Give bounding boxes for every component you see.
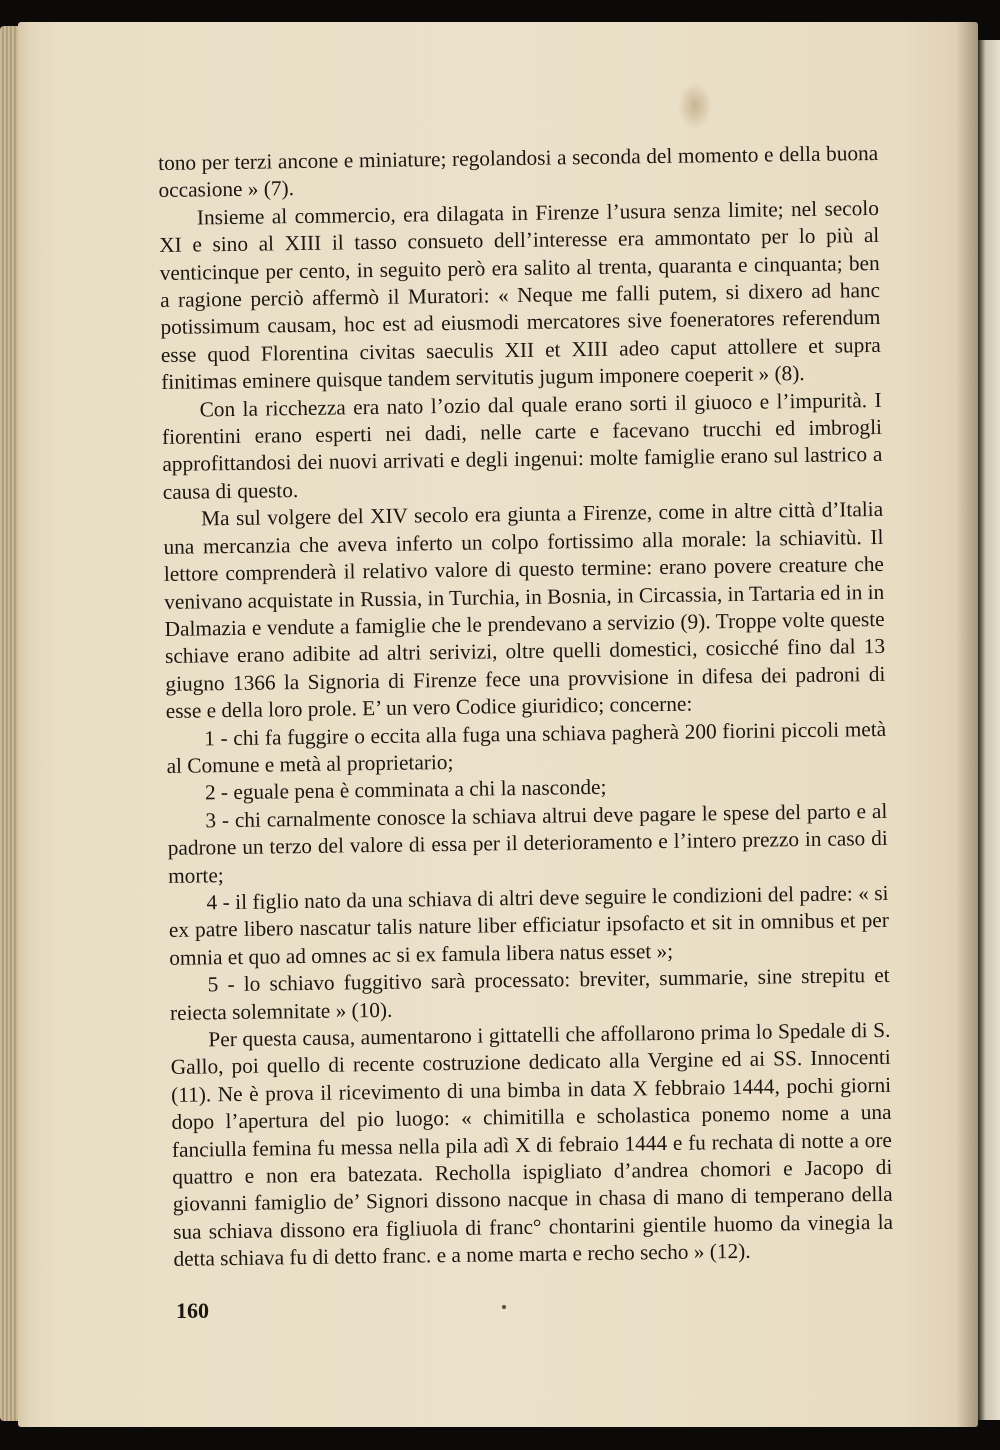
- facing-page-edge: [978, 40, 1000, 1420]
- list-item-2: 2 - eguale pena è comminata a chi la nasconde;: [204, 775, 607, 805]
- list-item-1: 1 - chi fa fuggire o eccita alla fuga una schiava pagherà 200 fiorini piccoli metà al Comune e metà al proprietario;: [166, 716, 887, 778]
- gutter-shadow: [956, 22, 978, 1427]
- body-text: [158, 140, 894, 1274]
- paragraph-gambling: Con la ricchezza era nato l’ozio dal quale erano sorti il giuoco e l’impurità. I fiorentini erano esperti nei dadi, nelle carte e facevano trucchi ed imbrogli approfittandosi dei nuovi arrivati e degli ingenui: molte famiglie erano sul lastrico a causa di questo.: [161, 387, 883, 504]
- page-number: 160: [176, 1298, 209, 1323]
- list-item-3: 3 - chi carnalmente conosce la schiava altrui deve pagare le spese del parto e al padrone un terzo del valore di essa per il deterioramento e l’intero prezzo in caso di morte;: [167, 798, 888, 888]
- paragraph-slavery: Ma sul volgere del XIV secolo era giunta a Firenze, come in altre città d’Italia una mercanzia che aveva inferto un colpo fortissimo alla morale: la schiavitù. Il lettore comprenderà il relativo valore di questo termine: erano povere creature che venivano acquistate in Russia, in Turchia, in Bosnia, in Circassia, in Tartaria ed in in Dalmazia e vendute a famiglie che le prendevano a servizio (9). Troppe volte queste schiave erano adibite ad altri serivizi, oltre quelli domestici, cosicché fino dal 13 giugno 1366 la Signoria di Firenze fece una provvisione in difesa dei padroni di esse e della loro prole. E’ un vero Codice giuridico; concerne:: [163, 497, 886, 724]
- paragraph-foundlings: Per questa causa, aumentarono i gittatelli che affollarono prima lo Spedale di S. Gallo, poi quello di recente costruzione dedicato alla Vergine ed ai SS. Innocenti (11). Ne è prova il ricevimento di una bimba in data X febbraio 1444, pochi giorni dopo l’apertura del pio luogo: « chimitilla e scholastica ponemo nome a una fanciulla femina fu messa nella pila adì X di febraio 1444 e fu rechata di notte a ore quattro e non era batezata. Rechollа ispigliato d’andrea chomori e Jacopo di giovanni famiglio de’ Signori dissono nacque in chasa di mano di temperano della sua schiava dissono era figliuola di franc° chontarini gientile huomo da vinegia la detta schiava fu di detto franc. e a nome marta e recho secho » (12).: [170, 1017, 894, 1272]
- paper-stain: [678, 82, 712, 130]
- ink-dot: [502, 1305, 506, 1309]
- paragraph-usury: Insieme al commercio, era dilagata in Firenze l’usura senza limite; nel secolo XI e sino al XIII il tasso consueto dell’interesse era ammontato per lo più al venticinque per cento, in seguito però era salito al trenta, quaranta e cinquanta; ben a ragione perciò affermò il Muratori: « Neque me falli putem, si dixero ad hanc potissimum causam, hoc est ad eiusmodi mercatores sive foeneratores referendum esse quod Florentina civitas saeculis XII et XIII adeo caput attollere et supra finitimas eminere quisque tandem servitutis jugum imponere coeperit » (8).: [159, 195, 881, 395]
- list-item-5: 5 - lo schiavo fuggitivo sarà processato: breviter, summarie, sine strepitu et reiecta solemnitate » (10).: [169, 963, 890, 1025]
- list-item-4: 4 - il figlio nato da una schiava di altri deve seguire le condizioni del padre: « si ex patre libero nascatur talis nature liber efficiatur ipsofacto et sit in omnibus et per omnia et quo ad omnes ac si ex famula libera natus esset »;: [168, 880, 889, 970]
- paragraph-continuation: tono per terzi ancone e miniature; regolandosi a seconda del momento e della buona occasione » (7).: [158, 140, 879, 203]
